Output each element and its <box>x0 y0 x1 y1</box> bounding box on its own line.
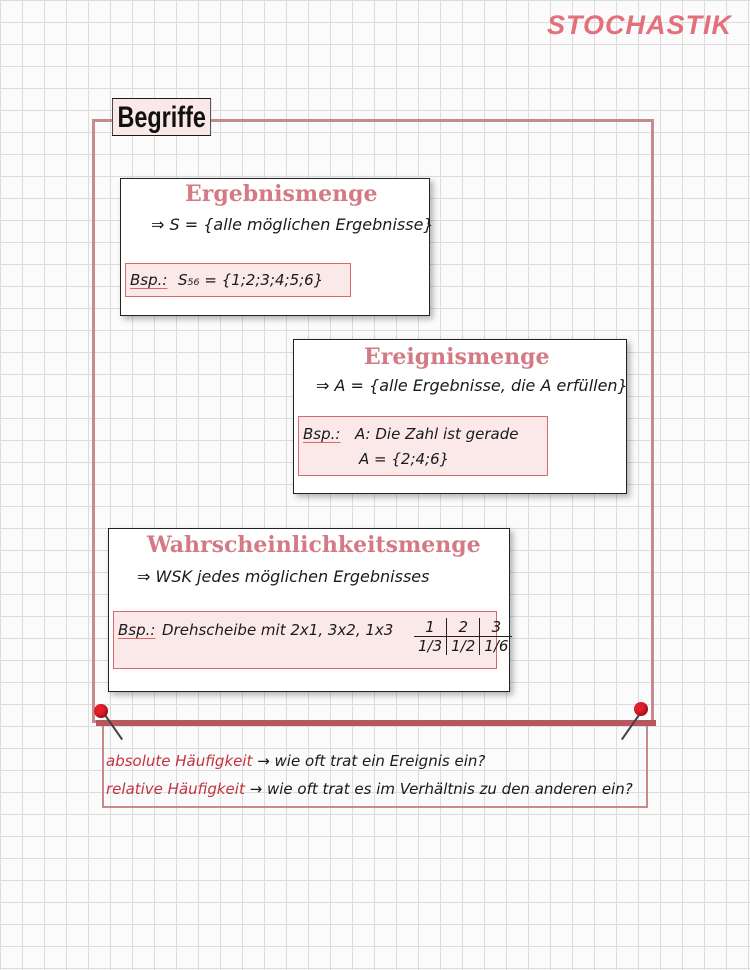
definition-term: relative Häufigkeit <box>106 780 245 798</box>
definition-text: → wie oft trat ein Ereignis ein? <box>257 752 486 770</box>
table-cell: 2 <box>447 618 480 637</box>
definition-row-absolute <box>106 752 485 770</box>
card-title: Wahrscheinlichkeitsmenge <box>147 532 481 558</box>
probability-table <box>414 618 512 655</box>
table-cell: 1/6 <box>480 637 513 656</box>
pin-left-icon <box>94 704 108 718</box>
definition-text: → wie oft trat es im Verhältnis zu den anderen ein? <box>249 780 633 798</box>
card-title: Ergebnismenge <box>185 181 378 207</box>
card-ereignismenge <box>293 339 627 494</box>
example-line-2: A = {2;4;6} <box>359 450 450 468</box>
card-definition: ⇒ WSK jedes möglichen Ergebnisses <box>137 567 430 586</box>
table-cell: 1/2 <box>447 637 480 656</box>
table-cell: 3 <box>480 618 513 637</box>
table-row <box>414 618 512 637</box>
card-definition: ⇒ S = {alle möglichen Ergebnisse} <box>151 215 434 234</box>
card-ergebnismenge <box>120 178 434 316</box>
example-box <box>125 263 351 297</box>
definition-term: absolute Häufigkeit <box>106 752 253 770</box>
table-cell: 1/3 <box>418 637 443 655</box>
section-title: Begriffe <box>112 98 211 136</box>
table-cell: 1 <box>414 618 447 637</box>
example-label: Bsp.: <box>130 271 168 289</box>
card-wahrscheinlichkeitsmenge <box>108 528 510 692</box>
example-text: S₅₆ = {1;2;3;4;5;6} <box>178 271 324 289</box>
example-label: Bsp.: <box>118 621 156 639</box>
definition-row-relative <box>106 780 633 798</box>
example-text: Drehscheibe mit 2x1, 3x2, 1x3 <box>162 621 394 639</box>
pin-right-icon <box>634 702 648 716</box>
table-row <box>414 637 512 656</box>
example-line-1: A: Die Zahl ist gerade <box>355 425 519 443</box>
card-definition: ⇒ A = {alle Ergebnisse, die A erfüllen} <box>316 376 628 395</box>
example-box <box>298 416 548 476</box>
example-box <box>113 611 509 669</box>
page-title: STOCHASTIK <box>546 10 732 40</box>
pinned-bar <box>96 720 656 726</box>
card-title: Ereignismenge <box>364 344 550 370</box>
example-label: Bsp.: <box>303 425 341 443</box>
